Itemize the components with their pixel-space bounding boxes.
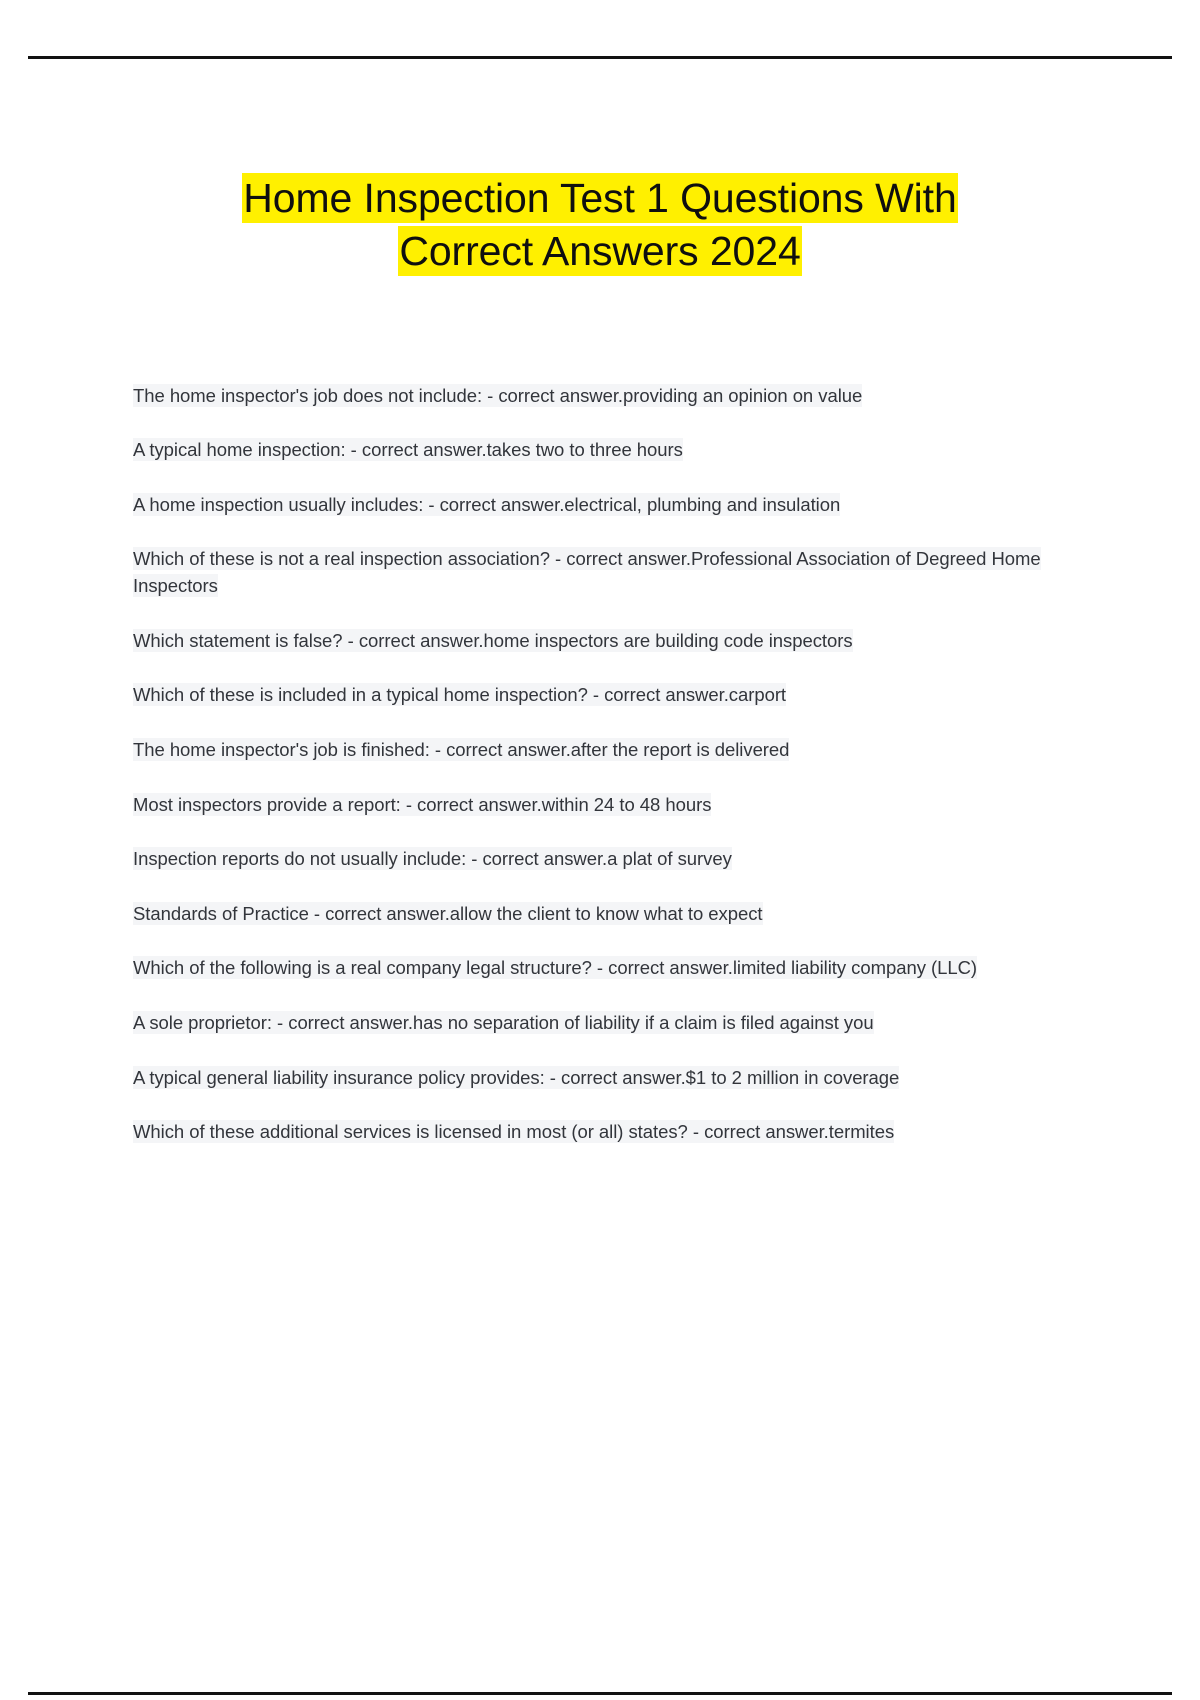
qa-item <box>133 383 1080 410</box>
qa-item-text: A home inspection usually includes: - correct answer.electrical, plumbing and insulation <box>133 493 841 515</box>
qa-item <box>133 1010 1080 1037</box>
qa-item <box>133 846 1080 873</box>
qa-item <box>133 955 1080 982</box>
qa-item <box>133 737 1080 764</box>
qa-item <box>133 1065 1080 1092</box>
qa-item-text: A sole proprietor: - correct answer.has no separation of liability if a claim is filed against you <box>133 1012 874 1034</box>
qa-item <box>133 437 1080 464</box>
qa-item-text: Standards of Practice - correct answer.allow the client to know what to expect <box>133 902 763 924</box>
qa-item-text: The home inspector's job does not include: - correct answer.providing an opinion on value <box>133 384 863 406</box>
qa-item-text: A typical home inspection: - correct answer.takes two to three hours <box>133 439 683 461</box>
qa-list <box>0 279 1200 1146</box>
qa-item-text: Which of these is not a real inspection association? - correct answer.Professional Association of Degreed Home Inspectors <box>133 548 1041 597</box>
page-title <box>0 0 1200 279</box>
qa-item <box>133 546 1080 599</box>
qa-item-text: Which statement is false? - correct answer.home inspectors are building code inspectors <box>133 629 853 651</box>
qa-item-text: Which of the following is a real company legal structure? - correct answer.limited liability company (LLC) <box>133 957 977 979</box>
qa-item <box>133 682 1080 709</box>
qa-item <box>133 492 1080 519</box>
page-title-line-2: Correct Answers 2024 <box>399 228 801 275</box>
qa-item-text: Which of these is included in a typical home inspection? - correct answer.carport <box>133 684 787 706</box>
qa-item-text: The home inspector's job is finished: - correct answer.after the report is delivered <box>133 738 790 760</box>
qa-item-text: Inspection reports do not usually include: - correct answer.a plat of survey <box>133 848 732 870</box>
qa-item-text: A typical general liability insurance policy provides: - correct answer.$1 to 2 million in coverage <box>133 1066 900 1088</box>
qa-item <box>133 792 1080 819</box>
qa-item <box>133 1119 1080 1146</box>
qa-item-text: Which of these additional services is licensed in most (or all) states? - correct answer.termites <box>133 1121 895 1143</box>
page-bottom-rule <box>28 1692 1172 1695</box>
qa-item <box>133 901 1080 928</box>
page-title-line-1: Home Inspection Test 1 Questions With <box>243 175 957 221</box>
qa-item <box>133 628 1080 655</box>
qa-item-text: Most inspectors provide a report: - correct answer.within 24 to 48 hours <box>133 793 712 815</box>
